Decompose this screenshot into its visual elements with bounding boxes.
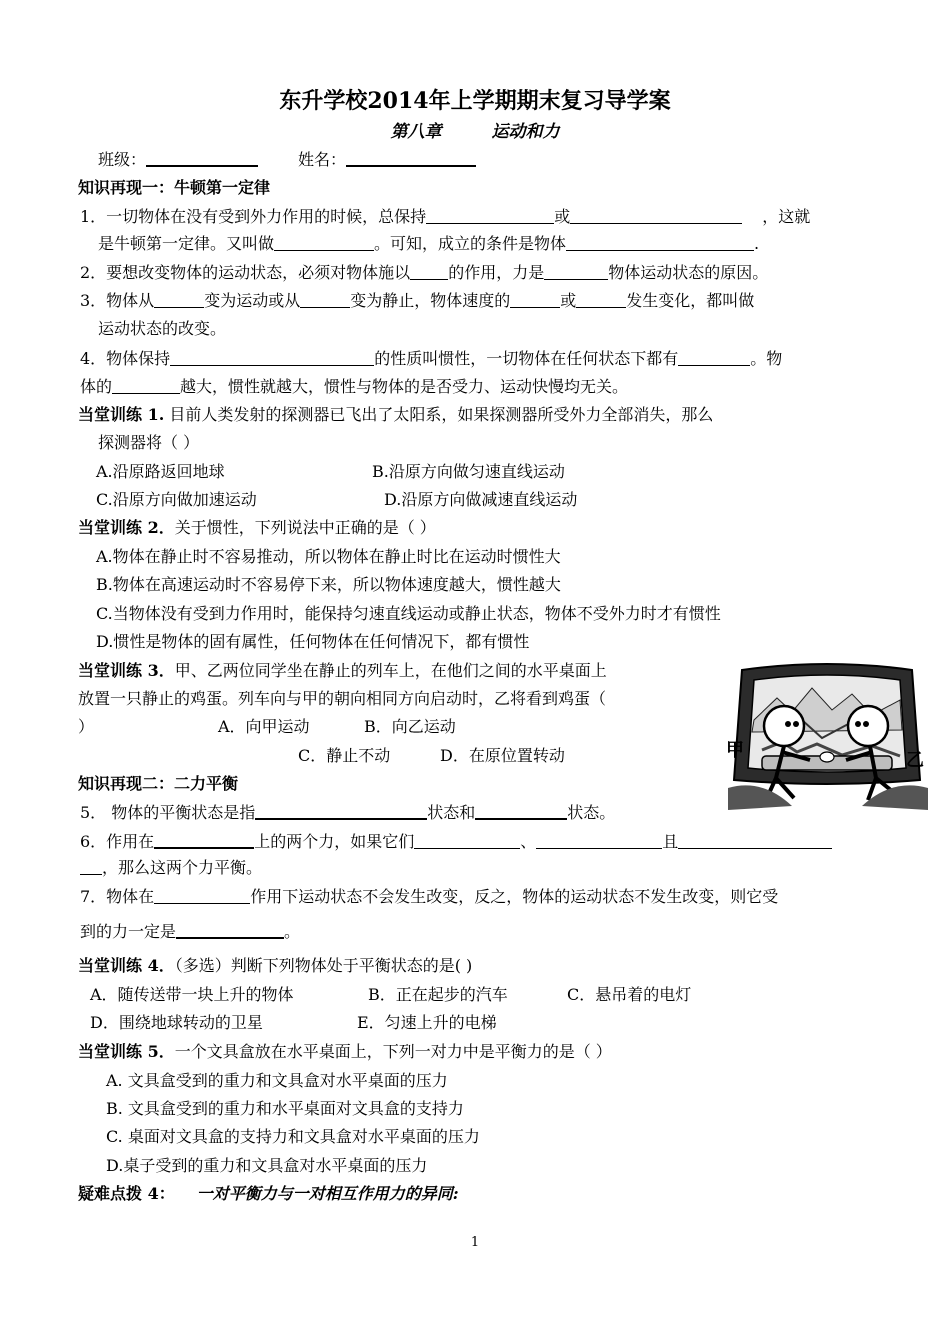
q1-text-b: 或: [554, 207, 571, 226]
training3-stem2: 放置一只静止的鸡蛋。列车向与甲的朝向相同方向启动时，乙将看到鸡蛋（: [78, 689, 607, 708]
q3-line2: 运动状态的改变。: [98, 319, 227, 338]
student-yi-label: 乙: [906, 750, 924, 771]
q2-line: [80, 262, 768, 284]
q4-text-b: 的性质叫惯性，一切物体在任何状态下都有: [374, 349, 679, 368]
training2-label: 当堂训练 2．: [78, 518, 175, 537]
q3-text-b: 变为运动或从: [204, 291, 301, 310]
q3-text-e: 发生变化，都叫做: [626, 291, 755, 310]
q4-text-c: 。物: [750, 349, 783, 368]
q1-text-a: 1．一切物体在没有受到外力作用的时候，总保持: [80, 207, 427, 226]
training4-option-c[interactable]: C．悬吊着的电灯: [567, 985, 692, 1004]
training3-options-row1: [78, 716, 94, 738]
training1-option-b[interactable]: B.沿原方向做匀速直线运动: [372, 462, 565, 481]
q6-blank-2[interactable]: [414, 832, 520, 849]
q6-line1: [80, 831, 832, 853]
q4-text-a: 4．物体保持: [80, 349, 171, 368]
q5-text-a: 5． 物体的平衡状态是指: [80, 803, 256, 822]
q3-text-a: 3．物体从: [80, 291, 155, 310]
training4-stem: [78, 955, 472, 977]
training2-stem: [78, 517, 436, 539]
q7-line2: [80, 921, 300, 943]
training5-stem: [78, 1041, 612, 1063]
training5-option-a[interactable]: A. 文具盒受到的重力和文具盒对水平桌面的压力: [106, 1071, 448, 1090]
q4-text-d: 体的: [80, 377, 113, 396]
q1-text-c: ，这就: [762, 207, 811, 226]
q4-line2: [80, 376, 628, 398]
q7-line1: [80, 886, 778, 908]
q1-blank-2[interactable]: [570, 207, 742, 224]
training5-label: 当堂训练 5．: [78, 1042, 175, 1061]
training4-option-e[interactable]: E．匀速上升的电梯: [357, 1013, 497, 1032]
q1-blank-3[interactable]: [274, 234, 374, 251]
q7-text-b: 作用下运动状态不会发生改变，反之，物体的运动状态不发生改变，则它受: [250, 887, 779, 906]
q1-line2: [98, 233, 759, 255]
chapter-number: 第八章: [390, 122, 442, 142]
q1-blank-1[interactable]: [426, 207, 554, 224]
q4-line1: [80, 348, 782, 370]
q2-text-a: 2．要想改变物体的运动状态，必须对物体施以: [80, 263, 411, 282]
q7-text-d: 。: [284, 922, 301, 941]
q2-blank-2[interactable]: [544, 263, 608, 280]
q5-line: [80, 802, 615, 824]
q3-blank-1[interactable]: [154, 291, 204, 308]
training1-label: 当堂训练 1.: [78, 405, 165, 424]
q4-blank-3[interactable]: [112, 377, 180, 394]
q7-blank-2[interactable]: [176, 921, 284, 939]
training4-option-d[interactable]: D．围绕地球转动的卫星: [90, 1013, 263, 1032]
training3-label: 当堂训练 3．: [78, 661, 175, 680]
training3-paren: ）: [78, 717, 95, 736]
q5-blank-1[interactable]: [255, 802, 427, 820]
training5-option-c[interactable]: C. 桌面对文具盒的支持力和文具盒对水平桌面的压力: [106, 1127, 480, 1146]
training4-text: （多选）判断下列物体处于平衡状态的是( ): [174, 956, 473, 975]
q7-text-a: 7．物体在: [80, 887, 155, 906]
q1-text-d: 是牛顿第一定律。又叫做: [98, 234, 275, 253]
training1-option-c[interactable]: C.沿原方向做加速运动: [96, 490, 257, 509]
q7-blank-1[interactable]: [154, 887, 250, 904]
train-scene-drawing: [722, 660, 932, 818]
q3-text-c: 变为静止，物体速度的: [350, 291, 511, 310]
difficulty-text: 一对平衡力与一对相互作用力的异同:: [196, 1184, 459, 1203]
training2-option-d[interactable]: D.惯性是物体的固有属性，任何物体在任何情况下，都有惯性: [96, 632, 530, 651]
q6-text-c: 、: [520, 832, 537, 851]
training4-option-a[interactable]: A．随传送带一块上升的物体: [90, 985, 294, 1004]
q5-text-c: 状态。: [567, 803, 616, 822]
page-number: 1: [470, 1235, 480, 1250]
q2-blank-1[interactable]: [410, 263, 448, 280]
training5-option-d[interactable]: D.桌子受到的重力和文具盒对水平桌面的压力: [106, 1156, 428, 1175]
training3-option-b[interactable]: B．向乙运动: [364, 717, 456, 736]
q1-text-e: 。可知，成立的条件是物体: [374, 234, 567, 253]
section1-heading: 知识再现一：牛顿第一定律: [78, 178, 271, 197]
training3-option-c[interactable]: C．静止不动: [298, 746, 391, 765]
q1-line1: [80, 206, 810, 228]
q2-text-c: 物体运动状态的原因。: [608, 263, 769, 282]
student-info-row: [98, 149, 476, 171]
training3-option-d[interactable]: D．在原位置转动: [440, 746, 565, 765]
q3-blank-4[interactable]: [576, 291, 626, 308]
training2-option-c[interactable]: C.当物体没有受到力作用时，能保持匀速直线运动或静止状态，物体不受外力时才有惯性: [96, 604, 721, 623]
training2-option-b[interactable]: B.物体在高速运动时不容易停下来，所以物体速度越大，惯性越大: [96, 575, 561, 594]
q6-blank-1[interactable]: [154, 831, 254, 849]
q4-blank-2[interactable]: [678, 349, 750, 366]
page-title: 东升学校2014年上学期期末复习导学案: [279, 88, 671, 114]
q4-text-e: 越大，惯性就越大，惯性与物体的是否受力、运动快慢均无关。: [180, 377, 629, 396]
chapter-heading: [0, 120, 950, 144]
training5-option-b[interactable]: B. 文具盒受到的重力和水平桌面对文具盒的支持力: [106, 1099, 464, 1118]
training3-text: 甲、乙两位同学坐在静止的列车上，在他们之间的水平桌面上: [174, 661, 607, 680]
q6-blank-5[interactable]: [80, 858, 102, 875]
training5-text: 一个文具盒放在水平桌面上，下列一对力中是平衡力的是（ ）: [174, 1042, 612, 1061]
training1-text: 目前人类发射的探测器已飞出了太阳系，如果探测器所受外力全部消失，那么: [164, 405, 714, 424]
section2-heading: 知识再现二：二力平衡: [78, 774, 239, 793]
q1-blank-4[interactable]: [566, 234, 754, 251]
q5-blank-2[interactable]: [475, 802, 567, 820]
class-field[interactable]: [146, 149, 258, 167]
name-label: 姓名：: [298, 150, 347, 169]
training3-stem: [78, 660, 607, 682]
training1-stem2: 探测器将（ ）: [98, 433, 200, 452]
q6-text-b: 上的两个力，如果它们: [254, 832, 415, 851]
class-label: 班级：: [98, 150, 147, 169]
q6-line2: [80, 857, 262, 879]
name-field[interactable]: [346, 149, 476, 167]
train-illustration: [722, 660, 932, 818]
training1-option-a[interactable]: A.沿原路返回地球: [96, 462, 225, 481]
training1-stem: [78, 404, 713, 426]
q5-text-b: 状态和: [427, 803, 476, 822]
training1-option-d[interactable]: D.沿原方向做减速直线运动: [384, 490, 578, 509]
q3-text-d: 或: [560, 291, 577, 310]
student-jia-label: 甲: [726, 740, 744, 761]
q6-text-a: 6．作用在: [80, 832, 155, 851]
training2-text: 关于惯性，下列说法中正确的是（ ）: [174, 518, 436, 537]
q2-text-b: 的作用，力是: [448, 263, 545, 282]
training3-option-a[interactable]: A．向甲运动: [218, 717, 310, 736]
q3-blank-3[interactable]: [510, 291, 560, 308]
q6-blank-4[interactable]: [678, 832, 832, 849]
q1-text-f: .: [754, 234, 760, 253]
difficulty-tip: [78, 1183, 459, 1205]
q4-blank-1[interactable]: [170, 349, 374, 366]
q6-text-e: ，那么这两个力平衡。: [102, 858, 263, 877]
q6-text-d: 且: [662, 832, 679, 851]
chapter-title: 运动和力: [491, 122, 560, 142]
q3-line1: [80, 290, 754, 312]
training4-option-b[interactable]: B．正在起步的汽车: [368, 985, 508, 1004]
training2-option-a[interactable]: A.物体在静止时不容易推动，所以物体在静止时比在运动时惯性大: [96, 547, 561, 566]
q6-blank-3[interactable]: [536, 832, 662, 849]
difficulty-label: 疑难点拨 4：: [78, 1184, 175, 1203]
q7-text-c: 到的力一定是: [80, 922, 177, 941]
q3-blank-2[interactable]: [300, 291, 350, 308]
training4-label: 当堂训练 4．: [78, 956, 175, 975]
